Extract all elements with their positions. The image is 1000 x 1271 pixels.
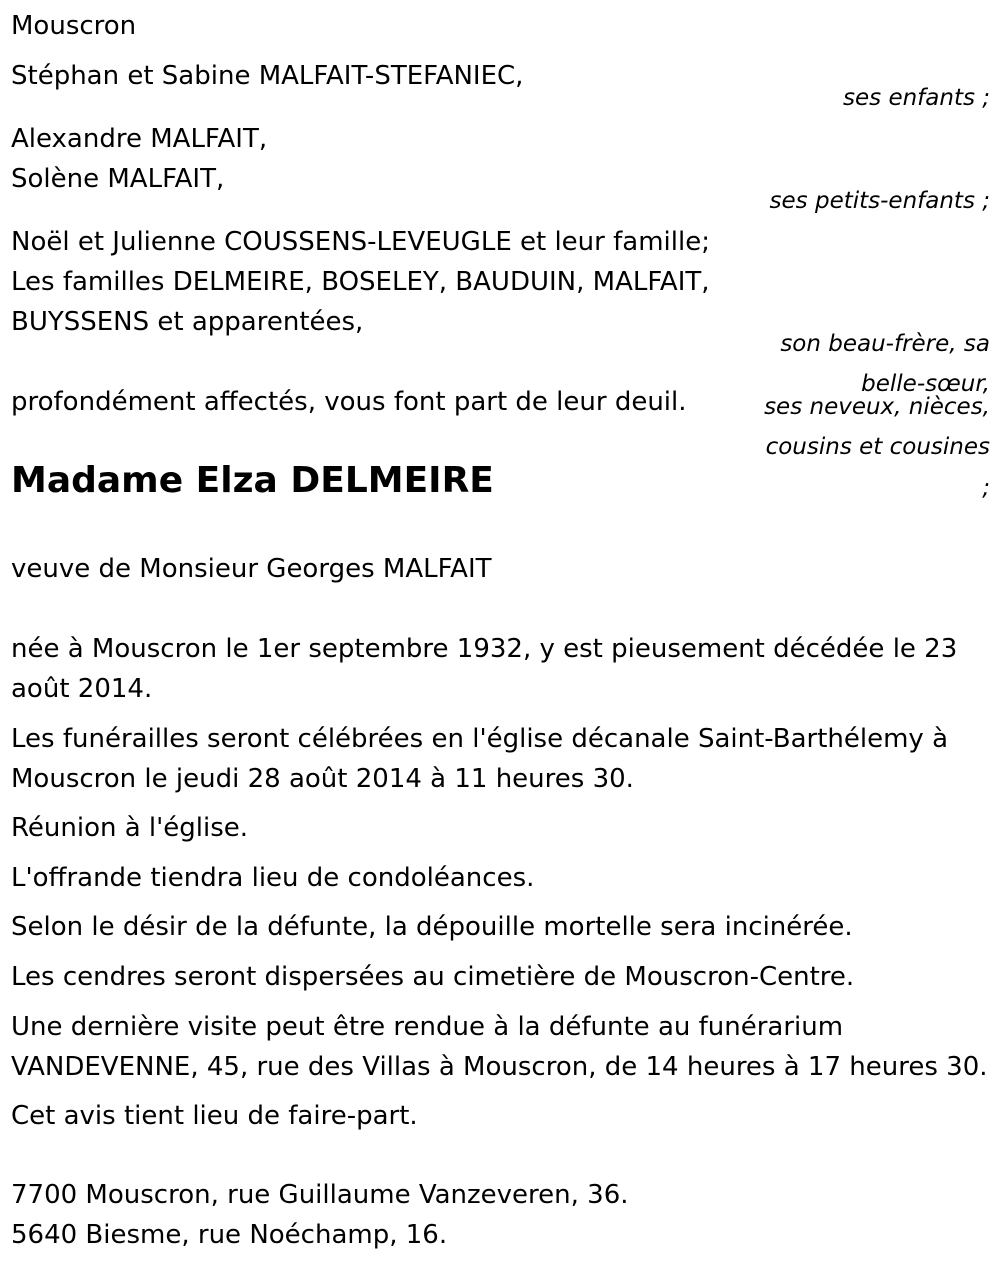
- funeral-line-2: Mouscron le jeudi 28 août 2014 à 11 heures 30.: [11, 764, 634, 794]
- city-heading: Mouscron: [11, 11, 137, 41]
- address-line-2: 5640 Biesme, rue Noéchamp, 16.: [11, 1220, 448, 1250]
- grandchild-name-1: Alexandre MALFAIT,: [11, 124, 268, 154]
- relatives-line-3: BUYSSENS et apparentées,: [11, 307, 364, 337]
- address-line-1: 7700 Mouscron, rue Guillaume Vanzeveren, 36.: [11, 1180, 629, 1210]
- relatives-role-3: ses neveux, nièces,: [764, 394, 990, 420]
- visit-line-1: Une dernière visite peut être rendue à la défunte au funérarium: [11, 1012, 844, 1042]
- deceased-name: Madame Elza DELMEIRE: [11, 460, 494, 501]
- birth-death-line-2: août 2014.: [11, 674, 153, 704]
- meeting-line: Réunion à l'église.: [11, 813, 249, 843]
- children-names: Stéphan et Sabine MALFAIT-STEFANIEC,: [11, 61, 524, 91]
- relatives-role-4: cousins et cousines: [765, 434, 990, 460]
- birth-death-line-1: née à Mouscron le 1er septembre 1932, y est pieusement décédée le 23: [11, 634, 958, 664]
- children-role: ses enfants ;: [843, 85, 990, 111]
- offering-line: L'offrande tiendra lieu de condoléances.: [11, 863, 535, 893]
- grandchildren-role: ses petits-enfants ;: [769, 188, 990, 214]
- relatives-role-5: ;: [982, 475, 990, 501]
- notice-line: Cet avis tient lieu de faire-part.: [11, 1101, 418, 1131]
- relatives-role-2: belle-sœur,: [861, 371, 990, 397]
- relatives-line-2: Les familles DELMEIRE, BOSELEY, BAUDUIN, MALFAIT,: [11, 267, 710, 297]
- relatives-role-1: son beau-frère, sa: [780, 331, 990, 357]
- ashes-line: Les cendres seront dispersées au cimetière de Mouscron-Centre.: [11, 962, 855, 992]
- relatives-line-1: Noël et Julienne COUSSENS-LEVEUGLE et leur famille;: [11, 227, 710, 257]
- funeral-line-1: Les funérailles seront célébrées en l'église décanale Saint-Barthélemy à: [11, 724, 949, 754]
- grandchild-name-2: Solène MALFAIT,: [11, 164, 225, 194]
- visit-line-2: VANDEVENNE, 45, rue des Villas à Mouscron, de 14 heures à 17 heures 30.: [11, 1052, 988, 1082]
- closing-line: profondément affectés, vous font part de leur deuil.: [11, 387, 687, 417]
- cremation-line: Selon le désir de la défunte, la dépouille mortelle sera incinérée.: [11, 912, 853, 942]
- widow-of-line: veuve de Monsieur Georges MALFAIT: [11, 554, 492, 584]
